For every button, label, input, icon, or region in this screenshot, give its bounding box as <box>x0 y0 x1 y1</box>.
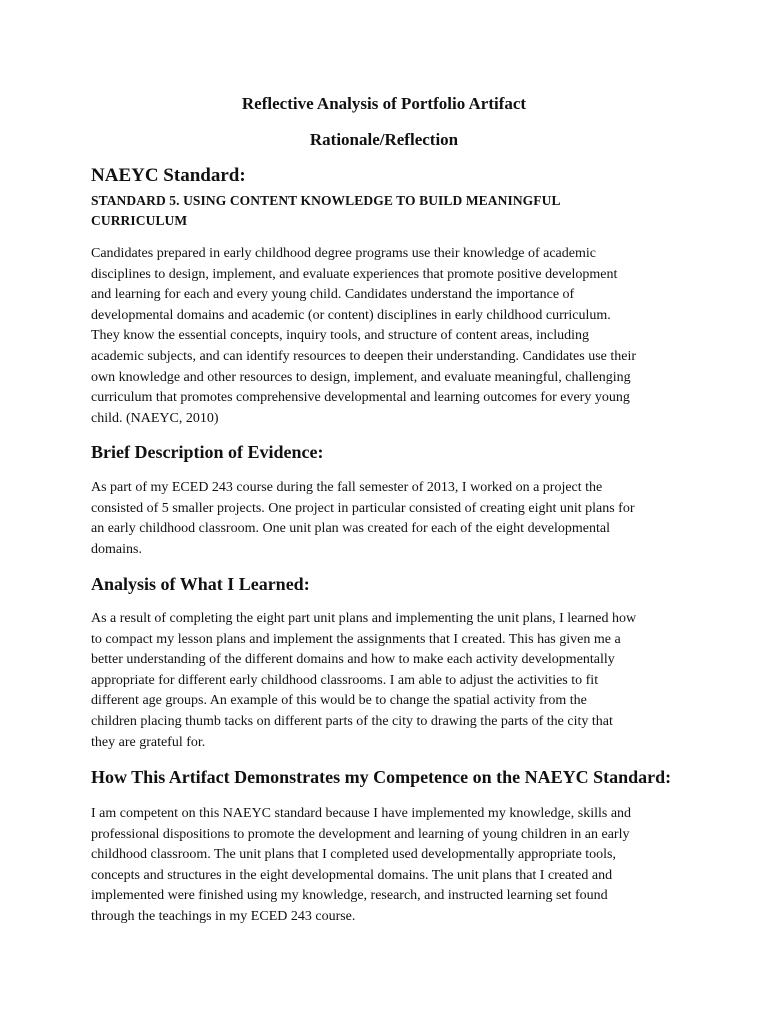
analysis-heading: Analysis of What I Learned: <box>91 574 310 594</box>
competence-paragraph <box>91 804 691 928</box>
paragraph-line: an early childhood classroom. One unit plan was created for each of the eight developmental <box>91 521 610 537</box>
paragraph-line: As a result of completing the eight part unit plans and implementing the unit plans, I learned how <box>91 611 637 626</box>
document-title: Reflective Analysis of Portfolio Artifact <box>241 94 527 113</box>
paragraph-line: Candidates prepared in early childhood degree programs use their knowledge of academic <box>91 246 596 261</box>
competence-heading: How This Artifact Demonstrates my Competence on the NAEYC Standard: <box>91 767 672 787</box>
paragraph-line: domains. <box>91 541 142 557</box>
paragraph-line: and learning for each and every young child. Candidates understand the importance of <box>91 287 575 303</box>
paragraph-line: developmental domains and academic (or content) disciplines in early childhood curriculum. <box>91 307 611 323</box>
paragraph-line: curriculum that promotes comprehensive developmental and learning outcomes for every young <box>91 390 630 406</box>
standard-title-line: CURRICULUM <box>91 213 188 228</box>
standard-paragraph <box>91 244 691 429</box>
paragraph-line: concepts and structures in the eight developmental domains. The unit plans that I created and <box>91 867 613 883</box>
naeyc-standard-heading: NAEYC Standard: <box>91 165 246 186</box>
paragraph-line: professional dispositions to promote the development and learning of young children in an early <box>91 826 630 842</box>
paragraph-line: different age groups. An example of this would be to change the spatial activity from the <box>91 693 587 709</box>
standard-title <box>91 191 681 231</box>
paragraph-line: As part of my ECED 243 course during the fall semester of 2013, I worked on a project the <box>91 480 603 495</box>
paragraph-line: consisted of 5 smaller projects. One project in particular consisted of creating eight unit plans for <box>91 500 635 516</box>
paragraph-line: through the teachings in my ECED 243 course. <box>91 908 356 924</box>
paragraph-line: better understanding of the different domains and how to make each activity developmentally <box>91 652 615 668</box>
paragraph-line: I am competent on this NAEYC standard because I have implemented my knowledge, skills and <box>91 806 632 821</box>
paragraph-line: to compact my lesson plans and implement the assignments that I created. This has given me a <box>91 631 621 647</box>
paragraph-line: child. (NAEYC, 2010) <box>91 410 219 426</box>
paragraph-line: academic subjects, and can identify resources to deepen their understanding. Candidates use their <box>91 348 637 364</box>
evidence-paragraph <box>91 478 691 560</box>
evidence-heading: Brief Description of Evidence: <box>91 442 324 462</box>
paragraph-line: disciplines to design, implement, and evaluate experiences that promote positive development <box>91 266 618 282</box>
paragraph-line: appropriate for different early childhood classrooms. I am able to adjust the activities to fit <box>91 672 599 688</box>
paragraph-line: they are grateful for. <box>91 734 206 750</box>
paragraph-line: implemented were finished using my knowledge, research, and instructed learning set found <box>91 888 608 904</box>
paragraph-line: own knowledge and other resources to design, implement, and evaluate meaningful, challenging <box>91 369 631 385</box>
analysis-paragraph <box>91 609 691 753</box>
standard-title-line: STANDARD 5. USING CONTENT KNOWLEDGE TO BUILD MEANINGFUL <box>91 193 561 208</box>
paragraph-line: childhood classroom. The unit plans that I completed used developmentally appropriate tools, <box>91 847 617 863</box>
document-subtitle: Rationale/Reflection <box>309 130 459 149</box>
paragraph-line: children placing thumb tacks on different parts of the city to drawing the parts of the city that <box>91 713 613 729</box>
paragraph-line: They know the essential concepts, inquiry tools, and structure of content areas, including <box>91 328 590 344</box>
